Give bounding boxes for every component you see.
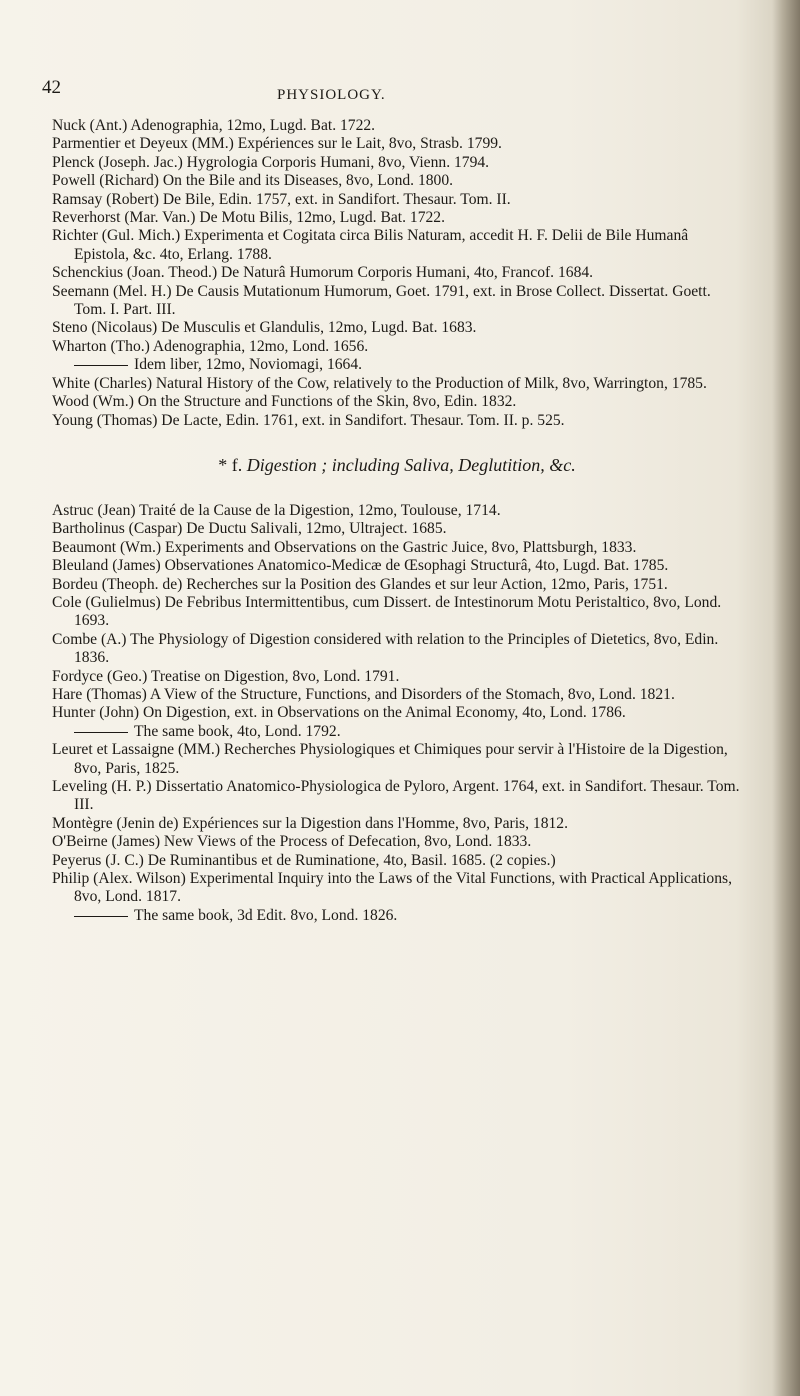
- section-marker: * f.: [218, 454, 243, 475]
- entry-philip: Philip (Alex. Wilson) Experimental Inquiry into the Laws of the Vital Functions, with Practical Applications, 8vo, Lond. 1817.: [52, 870, 732, 906]
- entry-parmentier: Parmentier et Deyeux (MM.) Expériences sur le Lait, 8vo, Strasb. 1799.: [52, 135, 502, 153]
- section-title: Digestion ; including Saliva, Deglutition, &c.: [246, 454, 576, 475]
- entry-powell: Powell (Richard) On the Bile and its Diseases, 8vo, Lond. 1800.: [52, 172, 454, 190]
- entry-steno: Steno (Nicolaus) De Musculis et Glandulis, 12mo, Lugd. Bat. 1683.: [52, 319, 477, 337]
- entry-hunter: Hunter (John) On Digestion, ext. in Observations on the Animal Economy, 4to, Lond. 1786.: [52, 704, 626, 722]
- binding-shadow: [772, 0, 800, 1396]
- entry-hare: Hare (Thomas) A View of the Structure, Functions, and Disorders of the Stomach, 8vo, Lond. 1821.: [52, 685, 675, 703]
- entry-hunter-same: [52, 723, 742, 741]
- entry-philip-same: [52, 907, 742, 925]
- entry-seemann: Seemann (Mel. H.) De Causis Mutationum Humorum, Goet. 1791, ext. in Brose Collect. Dissertat. Goett. Tom. I. Part. III.: [52, 282, 711, 319]
- entry-wharton: Wharton (Tho.) Adenographia, 12mo, Lond. 1656.: [52, 337, 369, 355]
- entry-combe: Combe (A.) The Physiology of Digestion considered with relation to the Principles of Dietetics, 8vo, Edin. 1836.: [52, 630, 719, 667]
- entry-schenckius: Schenckius (Joan. Theod.) De Naturâ Humorum Corporis Humani, 4to, Francof. 1684.: [52, 264, 594, 282]
- section-heading: [52, 454, 742, 476]
- running-head: PHYSIOLOGY.: [277, 87, 386, 103]
- entry-montegre: Montègre (Jenin de) Expériences sur la Digestion dans l'Homme, 8vo, Paris, 1812.: [52, 814, 568, 832]
- entry-nuck: Nuck (Ant.) Adenographia, 12mo, Lugd. Bat. 1722.: [52, 117, 376, 134]
- entry-bordeu: Bordeu (Theoph. de) Recherches sur la Position des Glandes et sur leur Action, 12mo, Paris, 1751.: [52, 575, 668, 593]
- entry-bartholinus: Bartholinus (Caspar) De Ductu Salivali, 12mo, Ultraject. 1685.: [52, 520, 447, 538]
- entry-plenck: Plenck (Joseph. Jac.) Hygrologia Corporis Humani, 8vo, Vienn. 1794.: [52, 153, 490, 171]
- entry-fordyce: Fordyce (Geo.) Treatise on Digestion, 8vo, Lond. 1791.: [52, 667, 400, 685]
- entry-philip-same-text: The same book, 3d Edit. 8vo, Lond. 1826.: [134, 906, 398, 924]
- entry-white: White (Charles) Natural History of the Cow, relatively to the Production of Milk, 8vo, Warrington, 1785.: [52, 374, 707, 392]
- entry-peyerus: Peyerus (J. C.) De Ruminantibus et de Ruminatione, 4to, Basil. 1685. (2 copies.): [52, 851, 556, 869]
- entry-obeirne: O'Beirne (James) New Views of the Process of Defecation, 8vo, Lond. 1833.: [52, 833, 532, 851]
- entry-wharton-idem: [52, 356, 742, 374]
- entry-young: Young (Thomas) De Lacte, Edin. 1761, ext. in Sandifort. Thesaur. Tom. II. p. 525.: [52, 411, 565, 429]
- entry-hunter-same-text: The same book, 4to, Lond. 1792.: [134, 722, 341, 740]
- page-header: [42, 78, 742, 108]
- entry-wood: Wood (Wm.) On the Structure and Functions of the Skin, 8vo, Edin. 1832.: [52, 393, 517, 411]
- entry-richter: Richter (Gul. Mich.) Experimenta et Cogitata circa Bilis Naturam, accedit H. F. Delii de Bile Humanâ Epistola, &c. 4to, Erlang. 1788.: [52, 227, 689, 263]
- bibliography-list: [52, 117, 742, 925]
- entry-beaumont: Beaumont (Wm.) Experiments and Observations on the Gastric Juice, 8vo, Plattsburgh, 1833.: [52, 538, 637, 556]
- entry-reverhorst: Reverhorst (Mar. Van.) De Motu Bilis, 12mo, Lugd. Bat. 1722.: [52, 209, 445, 227]
- page-number: 42: [42, 77, 61, 98]
- entry-cole: Cole (Gulielmus) De Febribus Intermittentibus, cum Dissert. de Intestinorum Motu Peristaltico, 8vo, Lond. 1693.: [52, 593, 722, 630]
- entry-leveling: Leveling (H. P.) Dissertatio Anatomico-Physiologica de Pyloro, Argent. 1764, ext. in Sandifort. Thesaur. Tom. III.: [52, 778, 740, 814]
- entry-bleuland: Bleuland (James) Observationes Anatomico-Medicæ de Œsophagi Structurâ, 4to, Lugd. Bat. 1785.: [52, 557, 669, 575]
- entry-ramsay: Ramsay (Robert) De Bile, Edin. 1757, ext. in Sandifort. Thesaur. Tom. II.: [52, 190, 511, 208]
- entry-leuret: Leuret et Lassaigne (MM.) Recherches Physiologiques et Chimiques pour servir à l'Histoire de la Digestion, 8vo, Paris, 1825.: [52, 741, 728, 777]
- entry-wharton-idem-text: Idem liber, 12mo, Noviomagi, 1664.: [134, 356, 363, 374]
- entry-astruc: Astruc (Jean) Traité de la Cause de la Digestion, 12mo, Toulouse, 1714.: [52, 501, 501, 519]
